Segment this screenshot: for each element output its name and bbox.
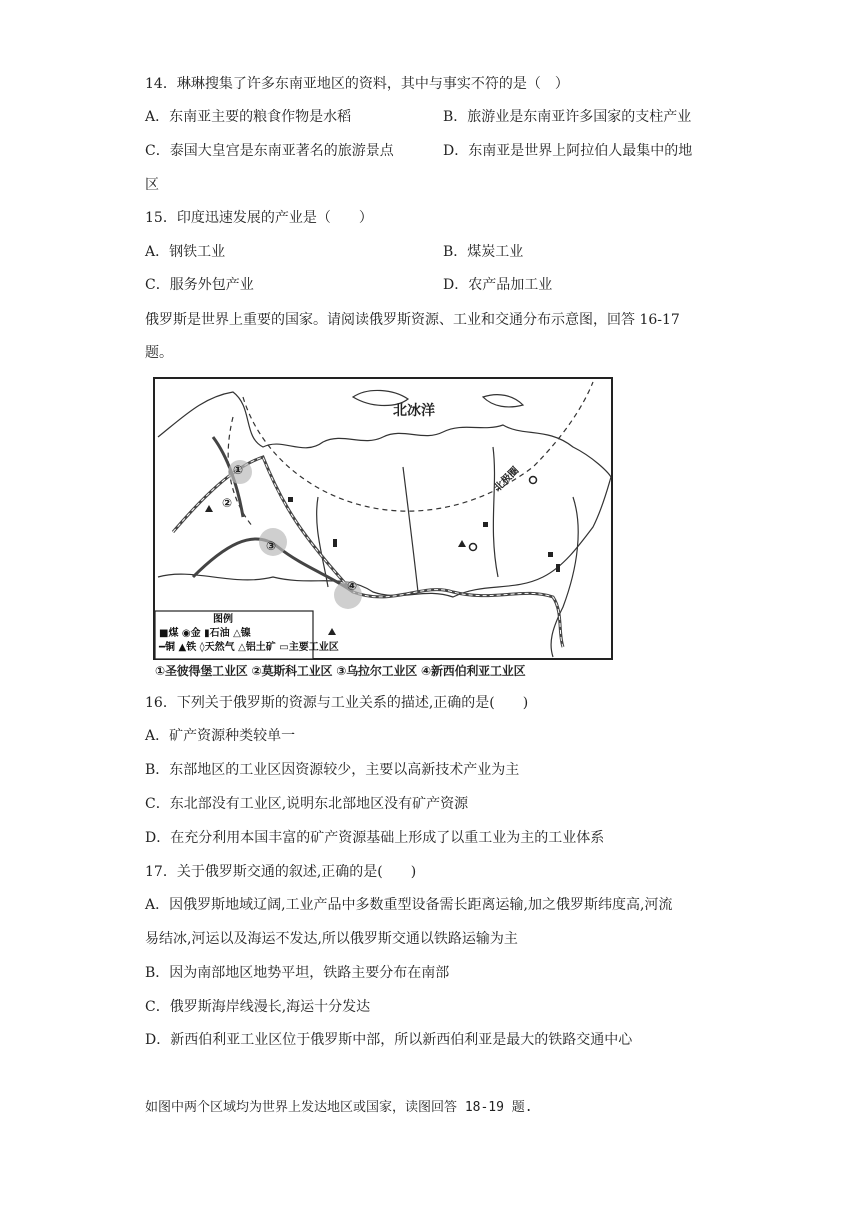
q16-option-c: C．东北部没有工业区,说明东北部地区没有矿产资源 (145, 796, 469, 812)
q15-stem: 15．印度迅速发展的产业是（ ） (145, 210, 373, 226)
legend-title: 图例 (213, 614, 233, 625)
marker-2: ② (222, 496, 233, 510)
q15-option-d: D．农产品加工业 (443, 277, 553, 293)
q17-option-a-line1: A．因俄罗斯地域辽阔,工业产品中多数重型设备需长距离运输,加之俄罗斯纬度高,河流 (145, 897, 673, 913)
coal-symbol-1 (288, 497, 293, 502)
q16-option-d: D．在充分利用本国丰富的矿产资源基础上形成了以重工业为主的工业体系 (145, 830, 605, 846)
q15-option-a: A．钢铁工业 (145, 244, 226, 260)
q14-stem: 14．琳琳搜集了许多东南亚地区的资料，其中与事实不符的是（ ） (145, 76, 569, 92)
map-region-key: ①圣彼得堡工业区 ②莫斯科工业区 ③乌拉尔工业区 ④新西伯利亚工业区 (155, 664, 526, 678)
arctic-circle-label: 北极圈 (492, 465, 522, 495)
q14-option-d: D．东南亚是世界上阿拉伯人最集中的地 (443, 143, 693, 159)
oil-symbol-1 (333, 539, 337, 547)
gold-symbol-2 (530, 477, 537, 484)
q14-option-b: B．旅游业是东南亚许多国家的支柱产业 (443, 109, 692, 125)
intro-line-2: 题。 (145, 345, 173, 361)
q17-option-b: B．因为南部地区地势平坦，铁路主要分布在南部 (145, 965, 450, 981)
q15-option-c: C．服务外包产业 (145, 277, 254, 293)
legend-row-1: ■煤 ◉金 ▮石油 △镍 (159, 628, 251, 639)
q14-option-a: A．东南亚主要的粮食作物是水稻 (145, 109, 352, 125)
coal-symbol-3 (548, 552, 553, 557)
marker-1: ① (233, 463, 244, 477)
q14-option-d-continued: 区 (145, 177, 159, 193)
intro-line-1: 俄罗斯是世界上重要的国家。请阅读俄罗斯资源、工业和交通分布示意图，回答 16-17 (145, 312, 680, 328)
q16-option-a: A．矿产资源种类较单一 (145, 728, 296, 744)
q17-option-a-line2: 易结冰,河运以及海运不发达,所以俄罗斯交通以铁路运输为主 (145, 931, 518, 947)
q18-intro: 如图中两个区域均为世界上发达地区或国家，读图回答 18-19 题. (145, 1100, 533, 1115)
q15-option-b: B．煤炭工业 (443, 244, 524, 260)
q14-option-c: C．泰国大皇宫是东南亚著名的旅游景点 (145, 143, 394, 159)
q16-option-b: B．东部地区的工业区因资源较少，主要以高新技术产业为主 (145, 762, 520, 778)
q16-stem: 16．下列关于俄罗斯的资源与工业关系的描述,正确的是( ) (145, 695, 529, 711)
marker-3: ③ (266, 539, 277, 553)
russia-resource-map (153, 377, 613, 660)
ocean-label: 北冰洋 (393, 403, 435, 419)
q17-stem: 17．关于俄罗斯交通的叙述,正确的是( ) (145, 864, 417, 880)
marker-4: ④ (347, 579, 358, 593)
q17-option-d: D．新西伯利亚工业区位于俄罗斯中部，所以新西伯利亚是最大的铁路交通中心 (145, 1032, 633, 1048)
oil-symbol-2 (556, 564, 560, 572)
gold-symbol-1 (470, 544, 477, 551)
coal-symbol-2 (483, 522, 488, 527)
q17-option-c: C．俄罗斯海岸线漫长,海运十分发达 (145, 999, 371, 1015)
legend-row-2: ━铜 ▲铁 ◊天然气 △铝土矿 ▭主要工业区 (159, 642, 339, 653)
